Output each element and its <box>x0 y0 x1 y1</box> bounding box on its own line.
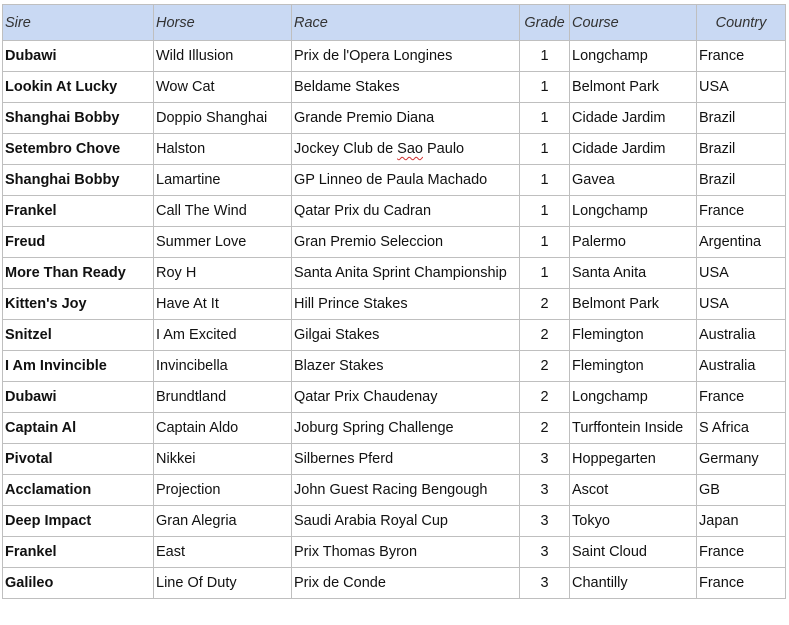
cell-country: GB <box>697 475 786 506</box>
header-course: Course <box>570 5 697 41</box>
cell-race: Grande Premio Diana <box>292 103 520 134</box>
table-row <box>3 444 786 475</box>
cell-grade: 1 <box>520 165 570 196</box>
table-row <box>3 568 786 599</box>
cell-horse: Captain Aldo <box>154 413 292 444</box>
table-row <box>3 72 786 103</box>
cell-grade: 1 <box>520 227 570 258</box>
table-row <box>3 320 786 351</box>
cell-grade: 3 <box>520 506 570 537</box>
table-row <box>3 165 786 196</box>
table-row <box>3 227 786 258</box>
cell-race: Saudi Arabia Royal Cup <box>292 506 520 537</box>
cell-country: Brazil <box>697 165 786 196</box>
cell-race: Gran Premio Seleccion <box>292 227 520 258</box>
results-table <box>2 4 786 599</box>
cell-grade: 2 <box>520 320 570 351</box>
cell-race: Silbernes Pferd <box>292 444 520 475</box>
cell-race: Prix de l'Opera Longines <box>292 41 520 72</box>
cell-horse: Gran Alegria <box>154 506 292 537</box>
cell-course: Hoppegarten <box>570 444 697 475</box>
cell-sire: Shanghai Bobby <box>3 165 154 196</box>
table-row <box>3 258 786 289</box>
cell-sire: Pivotal <box>3 444 154 475</box>
table-row <box>3 382 786 413</box>
header-grade: Grade <box>520 5 570 41</box>
cell-course: Turffontein Inside <box>570 413 697 444</box>
header-horse: Horse <box>154 5 292 41</box>
cell-race: Qatar Prix Chaudenay <box>292 382 520 413</box>
cell-horse: Brundtland <box>154 382 292 413</box>
cell-sire: Deep Impact <box>3 506 154 537</box>
cell-country: Germany <box>697 444 786 475</box>
cell-course: Santa Anita <box>570 258 697 289</box>
header-country: Country <box>697 5 786 41</box>
table-row <box>3 196 786 227</box>
cell-country: Australia <box>697 351 786 382</box>
cell-race: Prix de Conde <box>292 568 520 599</box>
table-row <box>3 506 786 537</box>
header-sire: Sire <box>3 5 154 41</box>
cell-race: Hill Prince Stakes <box>292 289 520 320</box>
cell-horse: Have At It <box>154 289 292 320</box>
cell-country: Argentina <box>697 227 786 258</box>
cell-grade: 1 <box>520 103 570 134</box>
cell-race: Santa Anita Sprint Championship <box>292 258 520 289</box>
cell-sire: Snitzel <box>3 320 154 351</box>
cell-course: Cidade Jardim <box>570 103 697 134</box>
cell-course: Longchamp <box>570 196 697 227</box>
header-race: Race <box>292 5 520 41</box>
cell-country: Brazil <box>697 103 786 134</box>
cell-grade: 3 <box>520 475 570 506</box>
cell-course: Gavea <box>570 165 697 196</box>
cell-course: Cidade Jardim <box>570 134 697 165</box>
cell-horse: Wild Illusion <box>154 41 292 72</box>
cell-sire: Freud <box>3 227 154 258</box>
cell-course: Flemington <box>570 351 697 382</box>
race-text-part: Paulo <box>422 141 465 157</box>
cell-course: Saint Cloud <box>570 537 697 568</box>
table-row <box>3 103 786 134</box>
table-row <box>3 41 786 72</box>
cell-course: Palermo <box>570 227 697 258</box>
cell-grade: 2 <box>520 351 570 382</box>
spellcheck-flagged-word: Sao <box>397 141 423 157</box>
cell-country: France <box>697 568 786 599</box>
cell-country: France <box>697 41 786 72</box>
cell-course: Longchamp <box>570 382 697 413</box>
cell-sire: Dubawi <box>3 382 154 413</box>
cell-horse: Summer Love <box>154 227 292 258</box>
cell-country: Australia <box>697 320 786 351</box>
cell-sire: Setembro Chove <box>3 134 154 165</box>
cell-country: Japan <box>697 506 786 537</box>
cell-horse: Call The Wind <box>154 196 292 227</box>
cell-course: Flemington <box>570 320 697 351</box>
table-row <box>3 351 786 382</box>
cell-course: Chantilly <box>570 568 697 599</box>
cell-country: USA <box>697 72 786 103</box>
cell-country: Brazil <box>697 134 786 165</box>
cell-country: USA <box>697 258 786 289</box>
cell-race: Blazer Stakes <box>292 351 520 382</box>
header-row <box>3 5 786 41</box>
cell-horse: Halston <box>154 134 292 165</box>
cell-sire: Acclamation <box>3 475 154 506</box>
table-row <box>3 537 786 568</box>
cell-sire: Frankel <box>3 196 154 227</box>
cell-course: Belmont Park <box>570 289 697 320</box>
cell-horse: Lamartine <box>154 165 292 196</box>
cell-course: Longchamp <box>570 41 697 72</box>
cell-grade: 1 <box>520 41 570 72</box>
cell-horse: East <box>154 537 292 568</box>
table-row <box>3 475 786 506</box>
cell-country: France <box>697 537 786 568</box>
cell-grade: 1 <box>520 134 570 165</box>
cell-race: GP Linneo de Paula Machado <box>292 165 520 196</box>
cell-grade: 2 <box>520 413 570 444</box>
cell-country: S Africa <box>697 413 786 444</box>
cell-horse: Invincibella <box>154 351 292 382</box>
cell-sire: Lookin At Lucky <box>3 72 154 103</box>
cell-race: John Guest Racing Bengough <box>292 475 520 506</box>
cell-horse: Projection <box>154 475 292 506</box>
cell-sire: Kitten's Joy <box>3 289 154 320</box>
cell-race: Prix Thomas Byron <box>292 537 520 568</box>
cell-course: Tokyo <box>570 506 697 537</box>
cell-sire: I Am Invincible <box>3 351 154 382</box>
cell-race: Joburg Spring Challenge <box>292 413 520 444</box>
cell-grade: 3 <box>520 568 570 599</box>
cell-horse: Line Of Duty <box>154 568 292 599</box>
cell-race: Gilgai Stakes <box>292 320 520 351</box>
cell-horse: I Am Excited <box>154 320 292 351</box>
cell-course: Belmont Park <box>570 72 697 103</box>
cell-race: Qatar Prix du Cadran <box>292 196 520 227</box>
cell-sire: Dubawi <box>3 41 154 72</box>
cell-country: France <box>697 196 786 227</box>
cell-horse: Doppio Shanghai <box>154 103 292 134</box>
cell-grade: 3 <box>520 537 570 568</box>
cell-horse: Roy H <box>154 258 292 289</box>
table-row <box>3 289 786 320</box>
race-text-part: Jockey Club de <box>294 141 398 157</box>
cell-sire: More Than Ready <box>3 258 154 289</box>
cell-sire: Galileo <box>3 568 154 599</box>
table-row <box>3 413 786 444</box>
cell-grade: 3 <box>520 444 570 475</box>
cell-country: France <box>697 382 786 413</box>
cell-country: USA <box>697 289 786 320</box>
cell-horse: Wow Cat <box>154 72 292 103</box>
cell-race: Beldame Stakes <box>292 72 520 103</box>
cell-race <box>292 134 520 165</box>
cell-sire: Captain Al <box>3 413 154 444</box>
cell-sire: Shanghai Bobby <box>3 103 154 134</box>
cell-sire: Frankel <box>3 537 154 568</box>
table-row <box>3 134 786 165</box>
cell-course: Ascot <box>570 475 697 506</box>
cell-horse: Nikkei <box>154 444 292 475</box>
cell-grade: 2 <box>520 289 570 320</box>
cell-grade: 2 <box>520 382 570 413</box>
results-table-container <box>2 4 786 599</box>
cell-grade: 1 <box>520 72 570 103</box>
cell-grade: 1 <box>520 196 570 227</box>
cell-grade: 1 <box>520 258 570 289</box>
